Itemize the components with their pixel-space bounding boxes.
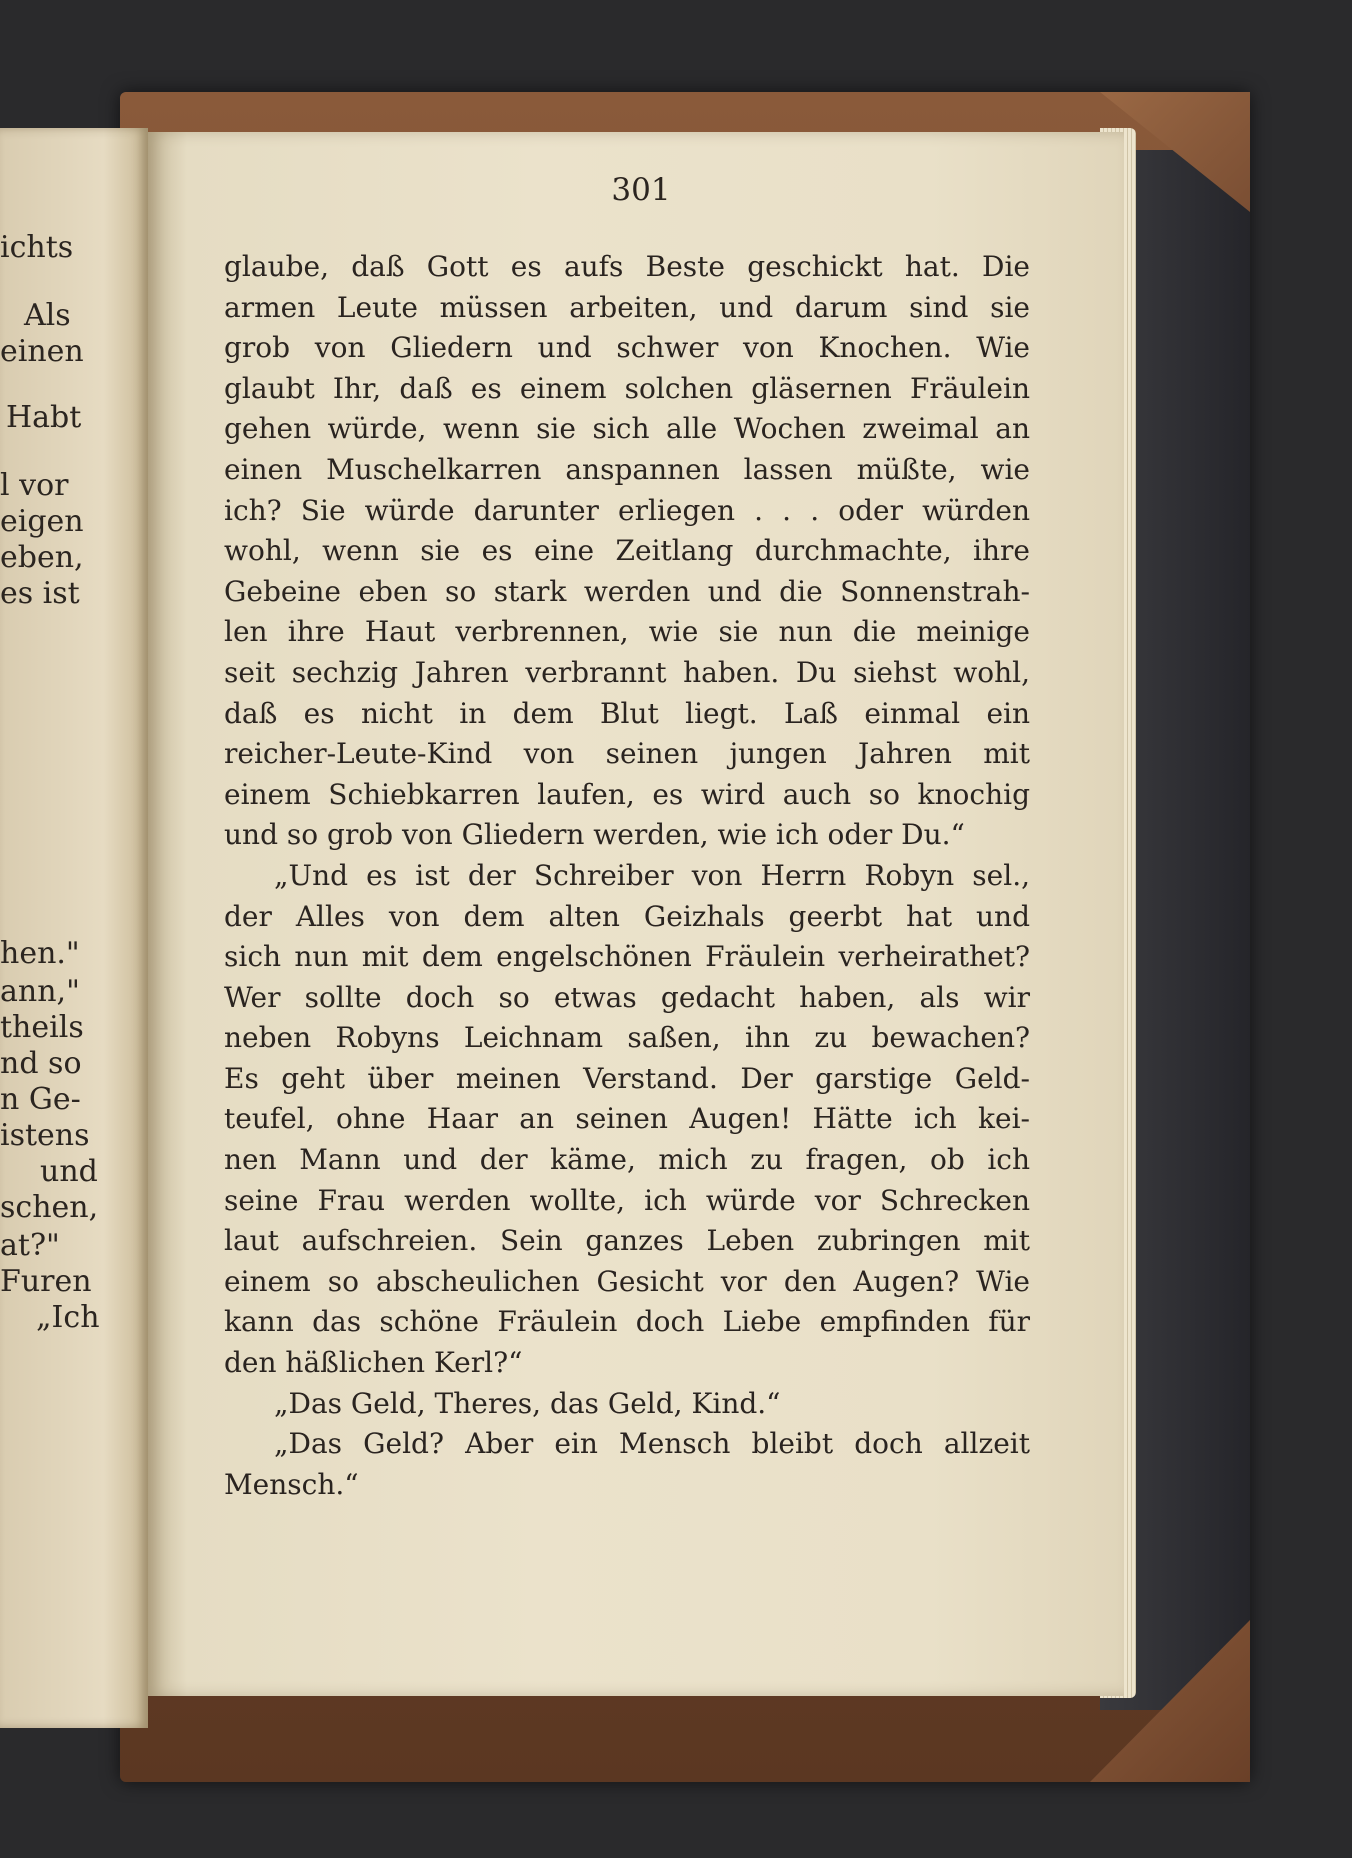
left-fragment: ichts	[0, 230, 74, 265]
text-line: glaubt Ihr, daß es einem solchen gläsernen Fräulein	[224, 371, 1030, 405]
page-text	[224, 247, 1030, 1505]
text-line: einen Muschelkarren anspannen lassen müßte, wie	[224, 452, 1030, 486]
text-line: teufel, ohne Haar an seinen Augen! Hätte ich kei-	[224, 1102, 1030, 1136]
text-line: seine Frau werden wollte, ich würde vor Schrecken	[224, 1183, 1030, 1217]
text-line: Es geht über meinen Verstand. Der garstige Geld-	[224, 1061, 1030, 1095]
text-line: neben Robyns Leichnam saßen, ihn zu bewachen?	[224, 1021, 1030, 1055]
text-line: seit sechzig Jahren verbrannt haben. Du siehst wohl,	[224, 655, 1030, 689]
text-line: wohl, wenn sie es eine Zeitlang durchmachte, ihre	[224, 534, 1030, 568]
text-line: Gebeine eben so stark werden und die Sonnenstrah-	[224, 574, 1030, 608]
left-fragment: theils	[0, 1010, 84, 1045]
left-fragment: ann,"	[0, 974, 80, 1009]
text-line: „Und es ist der Schreiber von Herrn Robyn sel.,	[274, 858, 1030, 892]
text-line: den häßlichen Kerl?“	[224, 1346, 523, 1380]
left-fragment: „Ich	[36, 1300, 100, 1335]
text-line: grob von Gliedern und schwer von Knochen. Wie	[224, 331, 1030, 365]
left-fragment: eigen	[0, 504, 84, 539]
text-line: einem Schiebkarren laufen, es wird auch so knochig	[224, 777, 1030, 811]
text-line: Wer sollte doch so etwas gedacht haben, als wir	[224, 980, 1030, 1014]
text-line: Mensch.“	[224, 1467, 359, 1501]
text-line: reicher-Leute-Kind von seinen jungen Jahren mit	[224, 737, 1030, 771]
left-fragment: einen	[0, 334, 84, 369]
text-line: gehen würde, wenn sie sich alle Wochen zweimal an	[224, 412, 1030, 446]
text-line: kann das schöne Fräulein doch Liebe empfinden für	[224, 1305, 1030, 1339]
text-line: sich nun mit dem engelschönen Fräulein verheirathet?	[224, 940, 1030, 974]
text-line: und so grob von Gliedern werden, wie ich oder Du.“	[224, 818, 965, 852]
text-line: laut aufschreien. Sein ganzes Leben zubringen mit	[224, 1224, 1030, 1258]
text-line: nen Mann und der käme, mich zu fragen, ob ich	[224, 1143, 1030, 1177]
left-fragment: at?"	[0, 1228, 60, 1263]
book-page	[148, 132, 1124, 1696]
text-line: daß es nicht in dem Blut liegt. Laß einmal ein	[224, 696, 1030, 730]
text-line: glaube, daß Gott es aufs Beste geschickt hat. Die	[224, 250, 1030, 283]
text-line: „Das Geld, Theres, das Geld, Kind.“	[274, 1386, 781, 1420]
left-fragment: es ist	[0, 576, 80, 611]
text-line: der Alles von dem alten Geizhals geerbt hat und	[224, 899, 1030, 933]
left-fragment: istens	[0, 1118, 90, 1153]
text-line: ich? Sie würde darunter erliegen . . . oder würden	[224, 493, 1030, 527]
left-fragment: und	[40, 1154, 98, 1189]
text-line: len ihre Haut verbrennen, wie sie nun die meinige	[224, 615, 1030, 649]
left-fragment: Furen	[0, 1264, 92, 1299]
left-fragment: schen,	[0, 1190, 99, 1225]
left-fragment: nd so	[0, 1046, 82, 1081]
left-fragment: eben,	[0, 540, 84, 575]
left-fragment: Habt	[6, 400, 82, 435]
left-fragment: Als	[24, 298, 71, 333]
text-line: einem so abscheulichen Gesicht vor den Augen? Wie	[224, 1264, 1030, 1298]
left-page-edge	[0, 128, 148, 1728]
left-fragment: hen."	[0, 936, 80, 971]
left-fragment: n Ge-	[0, 1082, 81, 1117]
page-number: 301	[611, 172, 671, 208]
text-line: „Das Geld? Aber ein Mensch bleibt doch allzeit	[274, 1427, 1030, 1461]
left-fragment: l vor	[0, 468, 69, 503]
text-line: armen Leute müssen arbeiten, und darum sind sie	[224, 290, 1030, 324]
